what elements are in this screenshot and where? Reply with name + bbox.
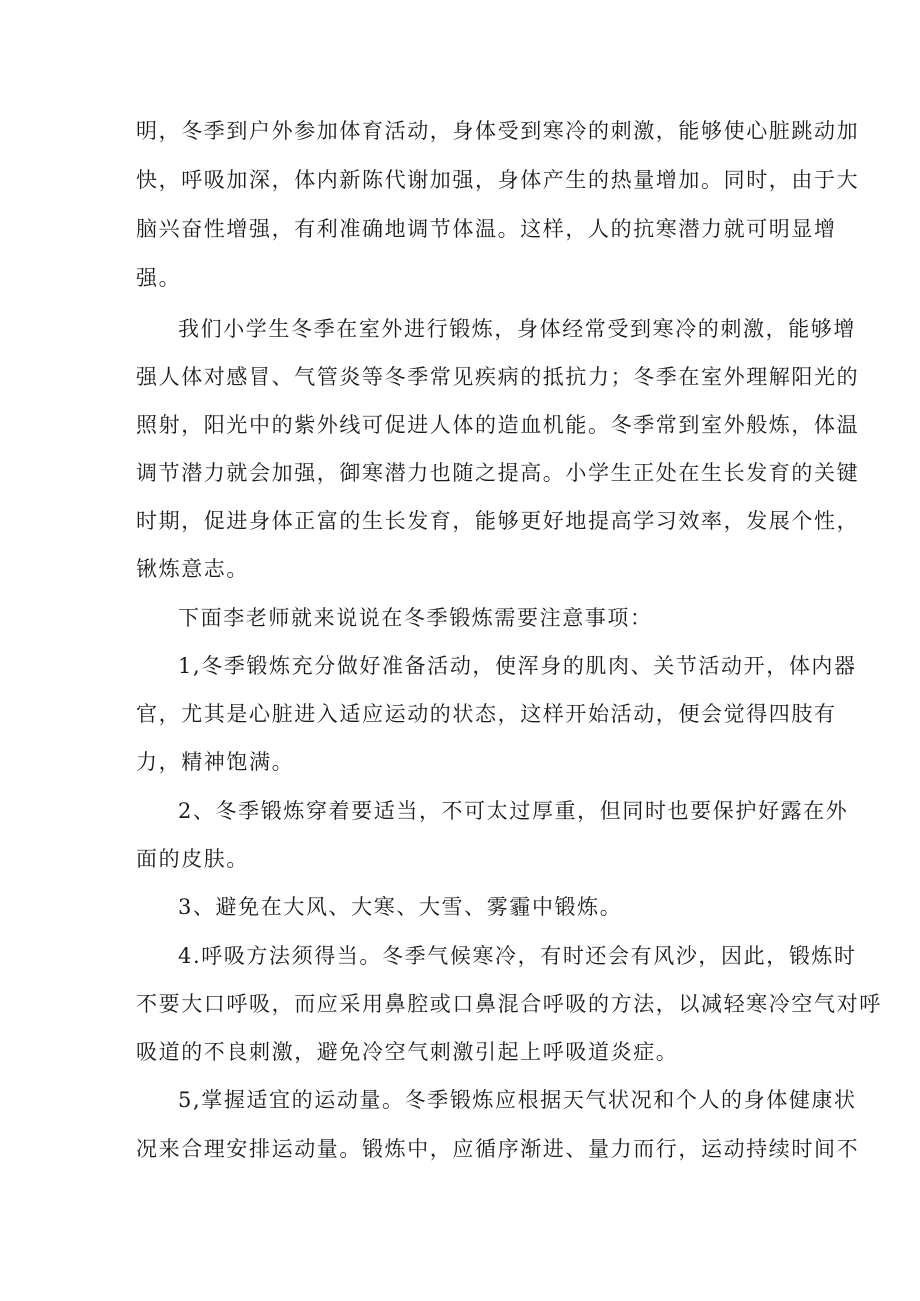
paragraph-8-line-1: 5,掌握适宜的运动量。冬季锻炼应根据天气状况和个人的身体健康状 <box>178 1088 857 1112</box>
paragraph-4-line-2: 官，尤其是心脏进入适应运动的状态，这样开始活动，便会觉得四肢有 <box>136 702 837 726</box>
paragraph-4-line-1: 1,冬季锻炼充分做好准备活动，使浑身的肌肉、关节活动开，体内器 <box>178 654 857 678</box>
paragraph-2-line-5: 时期，促进身体正富的生长发育，能够更好地提高学习效率，发展个性， <box>136 509 860 533</box>
paragraph-5-line-2: 面的皮肤。 <box>136 847 249 871</box>
paragraph-3-line-1: 下面李老师就来说说在冬季锻炼需要注意事项： <box>178 606 653 630</box>
paragraph-1-line-1: 明，冬季到户外参加体育活动，身体受到寒冷的刺激，能够使心脏跳动加 <box>136 119 860 143</box>
paragraph-1-line-2: 快，呼吸加深，体内新陈代谢加强，身体产生的热量增加。同时，由于大 <box>136 168 860 192</box>
paragraph-2-line-1: 我们小学生冬季在室外进行锻炼，身体经常受到寒冷的刺激，能够增 <box>178 317 856 341</box>
paragraph-7-line-1: 4.呼吸方法须得当。冬季气候寒冷，有时还会有风沙，因此，锻炼时 <box>178 944 857 968</box>
paragraph-8-line-2: 况来合理安排运动量。锻炼中，应循序渐进、量力而行，运动持续时间不 <box>136 1137 860 1161</box>
paragraph-2-line-6: 锹炼意志。 <box>136 557 249 581</box>
paragraph-2-line-3: 照射，阳光中的紫外线可促进人体的造血机能。冬季常到室外般炼，体温 <box>136 413 860 437</box>
paragraph-1-line-4: 强。 <box>136 266 182 290</box>
paragraph-2-line-4: 调节潜力就会加强，御寒潜力也随之提高。小学生正处在生长发育的关键 <box>136 461 860 485</box>
paragraph-1-line-3: 脑兴奋性增强，有利准确地调节体温。这样，人的抗寒潜力就可明显增 <box>136 217 837 241</box>
paragraph-6-line-1: 3、避免在大风、大寒、大雪、雾霾中锻炼。 <box>178 895 623 919</box>
paragraph-2-line-2: 强人体对感冒、气管炎等冬季常见疾病的抵抗力；冬季在室外理解阳光的 <box>136 365 860 389</box>
paragraph-7-line-2: 不要大口呼吸，而应采用鼻腔或口鼻混合呼吸的方法，以减轻寒冷空气对呼 <box>136 992 882 1016</box>
paragraph-5-line-1: 2、冬季锻炼穿着要适当，不可太过厚重，但同时也要保护好露在外 <box>178 799 849 823</box>
paragraph-4-line-3: 力，精神饱满。 <box>136 750 295 774</box>
paragraph-7-line-3: 吸道的不良刺激，避免冷空气刺激引起上呼吸道炎症。 <box>136 1040 679 1064</box>
